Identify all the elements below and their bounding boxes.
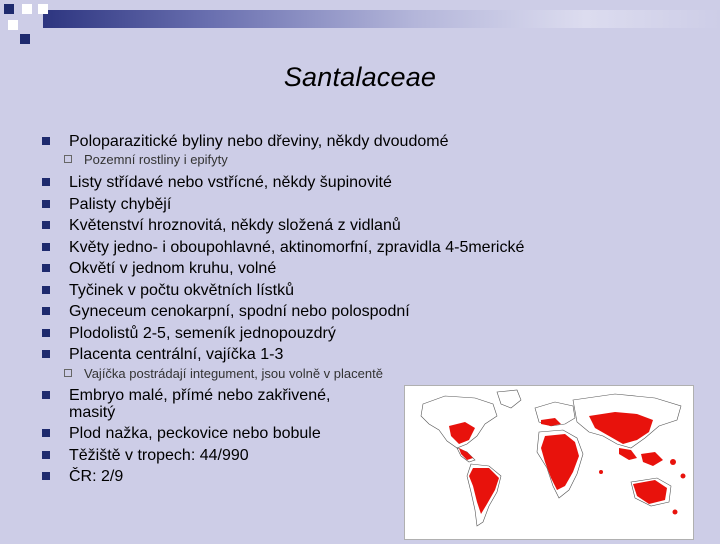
square-bullet-icon: [42, 264, 50, 272]
square-bullet-icon: [42, 243, 50, 251]
decor-square: [22, 4, 32, 14]
square-bullet-icon: [42, 451, 50, 459]
square-bullet-icon: [42, 329, 50, 337]
decor-square: [38, 4, 48, 14]
square-bullet-icon: [42, 391, 50, 399]
square-bullet-icon: [42, 137, 50, 145]
square-bullet-icon: [42, 178, 50, 186]
square-bullet-icon: [42, 429, 50, 437]
distribution-map: [404, 385, 694, 540]
square-bullet-icon: [42, 286, 50, 294]
decor-square: [20, 34, 30, 44]
hollow-square-bullet-icon: [64, 369, 72, 377]
square-bullet-icon: [42, 200, 50, 208]
decor-square: [4, 4, 14, 14]
sub-bullet-item: Vajíčka postrádají integument, jsou volně v placentě: [84, 366, 383, 382]
slide-title: Santalaceae: [283, 62, 437, 92]
square-bullet-icon: [42, 307, 50, 315]
square-bullet-icon: [42, 221, 50, 229]
square-bullet-icon: [42, 472, 50, 480]
decor-square: [8, 20, 18, 30]
world-distribution-map-image: [405, 386, 693, 539]
square-bullet-icon: [42, 350, 50, 358]
header-gradient-bar: [43, 10, 720, 28]
sub-bullet-item: Pozemní rostliny i epifyty: [84, 152, 228, 168]
hollow-square-bullet-icon: [64, 155, 72, 163]
